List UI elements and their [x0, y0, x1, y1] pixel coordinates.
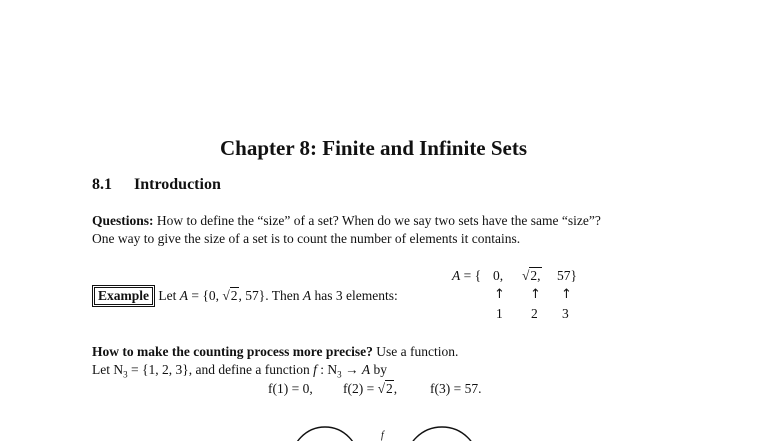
mapping-lhs: A — [452, 268, 461, 283]
mapping-arrow-2: ↑ — [530, 287, 541, 302]
example-set-name: A — [179, 288, 189, 303]
counting-sub-2: 3 — [337, 369, 342, 380]
counting-f: f — [313, 362, 317, 377]
mapping-index-3: 3 — [562, 306, 569, 321]
mapping-eq-open: = { — [460, 268, 482, 283]
codomain-oval — [406, 427, 478, 441]
counting-rest: Use a function. — [372, 344, 459, 359]
function-value-2: f(2) = √2, — [343, 381, 398, 396]
mapping-index-1: 1 — [496, 306, 503, 321]
example-text-mid: = {0, — [188, 288, 223, 303]
counting-colon: : N — [316, 362, 338, 377]
counting-a: A — [361, 362, 371, 377]
counting-let-n: Let N — [92, 362, 124, 377]
counting-sub: 3 — [123, 369, 128, 380]
questions-text-1: How to define the “size” of a set? When do we say two sets have the same “size”? — [153, 213, 601, 228]
counting-mid: = {1, 2, 3}, and define a function — [127, 362, 314, 377]
function-value-2-radicand: 2 — [386, 381, 393, 396]
counting-by: by — [370, 362, 388, 377]
section-number: 8.1 — [92, 176, 112, 193]
example-label: Example — [94, 287, 153, 305]
section-title: Introduction — [134, 176, 221, 193]
questions-label: Questions: — [92, 213, 154, 228]
example-set-name-2: A — [302, 288, 312, 303]
function-value-1-text: f(1) = 0, — [268, 381, 313, 396]
counting-arrow: → — [341, 362, 362, 377]
chapter-title: Chapter 8: Finite and Infinite Sets — [220, 136, 528, 160]
example-sqrt: 2 — [230, 288, 238, 303]
example-text-pre: Let — [158, 288, 180, 303]
mapping-element-2-radicand: 2, — [530, 268, 541, 283]
mapping-arrow-3: ↑ — [561, 287, 572, 302]
diagram-label-f — [381, 430, 384, 441]
mapping-element-1: 0, — [493, 268, 504, 283]
example-line: Example Let A = {0, √2, 57}. Then A has 3 elements: — [92, 285, 398, 307]
example-text-post: , 57}. Then — [238, 288, 303, 303]
function-value-2-text: f(2) = — [343, 381, 378, 396]
mapping-index-2: 2 — [531, 306, 538, 321]
domain-oval — [291, 427, 359, 441]
diagram-label-f-text: f — [381, 430, 384, 441]
mapping-element-3: 57} — [557, 268, 577, 283]
mapping-element-2: √2, — [522, 268, 541, 283]
questions-line-2: One way to give the size of a set is to count the number of elements it contains. — [92, 231, 521, 246]
function-value-3-text: f(3) = 57. — [430, 381, 482, 396]
counting-bold: How to make the counting process more precise? — [92, 344, 373, 359]
example-text-end: has 3 elements: — [311, 288, 398, 303]
mapping-arrow-1: ↑ — [494, 287, 505, 302]
